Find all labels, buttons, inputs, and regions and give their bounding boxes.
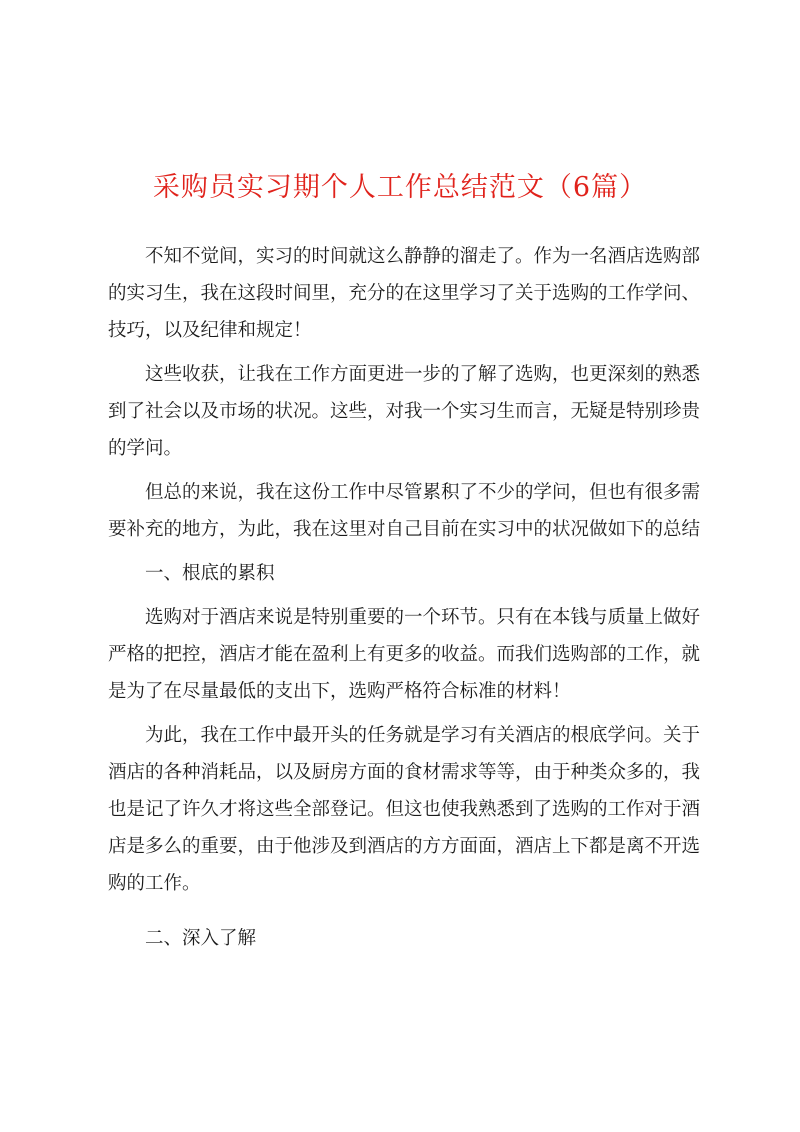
paragraph-intro: 不知不觉间，实习的时间就这么静静的溜走了。作为一名酒店选购部的实习生，我在这段时间里，充分的在这里学习了关于选购的工作学问、技巧，以及纪律和规定！ [108, 246, 701, 341]
section-heading-1: 一、根底的累积 [145, 563, 275, 584]
document-title: 采购员实习期个人工作总结范文（6篇） [152, 172, 648, 203]
paragraph-section1-a: 选购对于酒店来说是特别重要的一个环节。只有在本钱与质量上做好严格的把控，酒店才能在盈利上有更多的收益。而我们选购部的工作，就是为了在尽量最低的支出下，选购严格符合标准的材料！ [108, 607, 701, 702]
document-body [108, 238, 700, 964]
section-heading-2: 二、深入了解 [145, 928, 257, 949]
paragraph-summary-lead: 但总的来说，我在这份工作中尽管累积了不少的学问，但也有很多需要补充的地方，为此，我在这里对自己目前在实习中的状况做如下的总结 [108, 482, 701, 540]
paragraph-gains: 这些收获，让我在工作方面更进一步的了解了选购，也更深刻的熟悉到了社会以及市场的状况。这些，对我一个实习生而言，无疑是特别珍贵的学问。 [108, 364, 701, 459]
paragraph-section1-b: 为此，我在工作中最开头的任务就是学习有关酒店的根底学问。关于酒店的各种消耗品，以及厨房方面的食材需求等等，由于种类众多的，我也是记了许久才将这些全部登记。但这也使我熟悉到了选购的工作对于酒店是多么的重要，由于他涉及到酒店的方方面面，酒店上下都是离不开选购的工作。 [108, 725, 701, 894]
